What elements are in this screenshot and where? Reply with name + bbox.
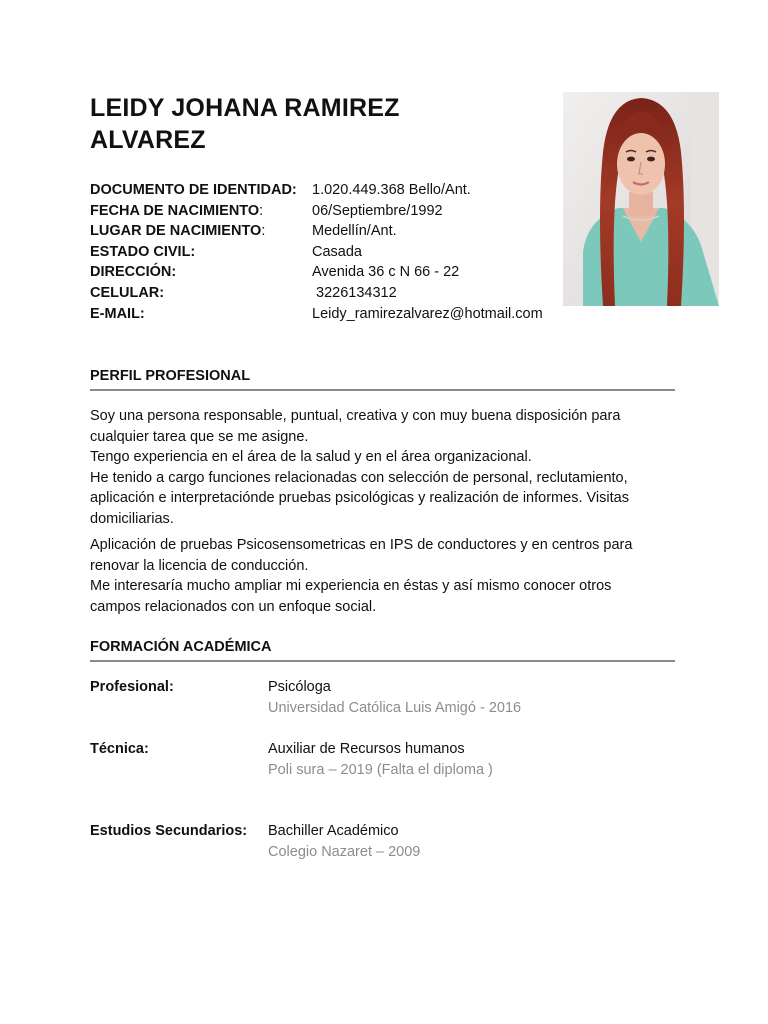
text-line: renovar la licencia de conducción. xyxy=(90,557,309,574)
info-row-address xyxy=(90,262,570,283)
education-degree: Bachiller Académico xyxy=(268,823,399,839)
info-row-marital-status xyxy=(90,242,570,263)
name-line-1: LEIDY JOHANA RAMIREZ xyxy=(90,94,400,122)
education-level: Estudios Secundarios: xyxy=(90,823,248,839)
info-value: Medellín/Ant. xyxy=(312,223,397,240)
text-line: aplicación e interpretaciónde pruebas psicológicas y realización de informes. Visitas xyxy=(90,490,629,507)
info-value: Casada xyxy=(312,243,362,260)
education-degree: Psicóloga xyxy=(268,679,331,695)
info-label: FECHA DE NACIMIENTO xyxy=(90,202,260,219)
info-value: 06/Septiembre/1992 xyxy=(312,202,443,219)
text-line: Soy una persona responsable, puntual, creativa y con muy buena disposición para xyxy=(90,408,621,424)
education-level: Técnica: xyxy=(90,741,149,757)
education-degree: Auxiliar de Recursos humanos xyxy=(268,741,465,757)
info-row-phone xyxy=(90,283,570,304)
text-line: Me interesaría mucho ampliar mi experiencia en éstas y así mismo conocer otros xyxy=(90,578,612,595)
info-label: CELULAR: xyxy=(90,284,165,301)
text-line: cualquier tarea que se me asigne. xyxy=(90,428,309,445)
info-row-document xyxy=(90,180,570,201)
profile-paragraph-1 xyxy=(90,406,680,530)
section-divider xyxy=(90,660,675,662)
email-value: Leidy_ramirezalvarez@hotmail.com xyxy=(312,305,543,322)
info-label: E-MAIL: xyxy=(90,305,145,322)
personal-info xyxy=(90,180,570,324)
section-divider xyxy=(90,389,675,391)
info-label: LUGAR DE NACIMIENTO xyxy=(90,223,262,240)
info-value: Avenida 36 c N 66 - 22 xyxy=(312,264,460,281)
education-institution: Universidad Católica Luis Amigó - 2016 xyxy=(268,700,522,716)
name-line-2: ALVAREZ xyxy=(90,126,206,154)
text-line: Aplicación de pruebas Psicosensometricas en IPS de conductores y en centros para xyxy=(90,537,633,553)
info-label-colon: : xyxy=(261,223,266,240)
text-line: campos relacionados con un enfoque social. xyxy=(90,598,377,615)
info-value: 3226134312 xyxy=(312,284,397,301)
info-value: 1.020.449.368 Bello/Ant. xyxy=(312,182,471,198)
info-label: ESTADO CIVIL: xyxy=(90,243,196,260)
candidate-name xyxy=(90,92,530,156)
section-title-education: FORMACIÓN ACADÉMICA xyxy=(90,639,272,655)
text-line: domiciliarias. xyxy=(90,510,174,527)
info-label-colon: : xyxy=(259,202,264,219)
education-level: Profesional: xyxy=(90,679,174,695)
education-institution: Poli sura – 2019 (Falta el diploma ) xyxy=(268,762,493,778)
section-title-profile: PERFIL PROFESIONAL xyxy=(90,368,251,384)
text-line: Tengo experiencia en el área de la salud y en el área organizacional. xyxy=(90,449,532,466)
education-institution: Colegio Nazaret – 2009 xyxy=(268,844,421,860)
info-row-birth-date xyxy=(90,201,570,222)
text-line: He tenido a cargo funciones relacionadas con selección de personal, reclutamiento, xyxy=(90,469,628,486)
info-label: DIRECCIÓN: xyxy=(90,264,177,281)
info-label: DOCUMENTO DE IDENTIDAD: xyxy=(90,182,297,198)
profile-photo xyxy=(563,92,719,306)
info-row-birth-place xyxy=(90,221,570,242)
info-row-email xyxy=(90,304,570,325)
profile-paragraph-2 xyxy=(90,535,680,617)
